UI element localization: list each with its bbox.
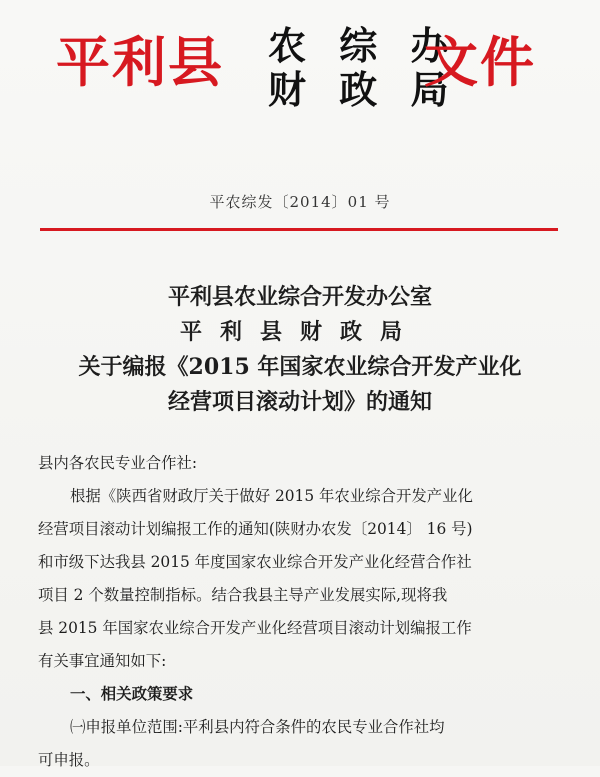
item-line: ㈠申报单位范围:平利县内符合条件的农民专业合作社均 — [70, 718, 445, 736]
paragraph-line: 项目 2 个数量控制指标。结合我县主导产业发展实际,现将我 — [38, 586, 448, 604]
item-line: 可申报。 — [38, 751, 100, 769]
document-type: 文件 — [424, 31, 536, 94]
paragraph-line: 经营项目滚动计划编报工作的通知(陕财办农发〔2014〕 16 号) — [38, 520, 473, 538]
red-divider-line — [40, 228, 558, 231]
paragraph-line: 根据《陕西省财政厅关于做好 2015 年农业综合开发产业化 — [70, 487, 473, 505]
title-line-3: 关于编报《2015 年国家农业综合开发产业化 — [78, 354, 522, 380]
section-heading: 一、相关政策要求 — [70, 685, 194, 703]
issuer-line-2: 财 政 局 — [268, 67, 459, 112]
issuer-line-1: 农 综 办 — [268, 23, 459, 68]
issuer-name: 平利县 — [56, 31, 224, 94]
title-line-2: 平利县财政局 — [179, 319, 420, 345]
paragraph-line: 县 2015 年国家农业综合开发产业化经营项目滚动计划编报工作 — [38, 619, 472, 637]
title-line-4: 经营项目滚动计划》的通知 — [167, 389, 432, 415]
document-number: 平农综发〔2014〕01 号 — [209, 193, 391, 211]
paragraph-line: 和市级下达我县 2015 年度国家农业综合开发产业化经营合作社 — [38, 553, 472, 571]
issuer-stack — [268, 23, 459, 112]
paragraph-line: 有关事宜通知如下: — [38, 652, 167, 670]
body-paragraph — [38, 480, 570, 678]
salutation: 县内各农民专业合作社: — [38, 454, 198, 472]
title-line-1: 平利县农业综合开发办公室 — [167, 284, 432, 310]
policy-item — [38, 711, 570, 777]
